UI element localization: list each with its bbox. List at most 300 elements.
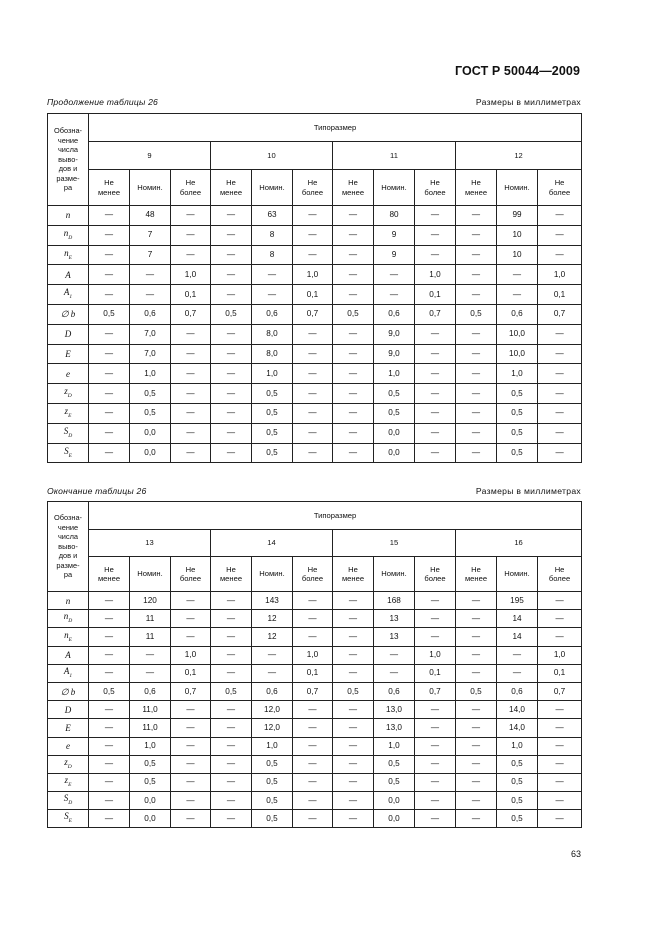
min-nom-max-header: Не более xyxy=(293,557,333,592)
table-cell: 1,0 xyxy=(293,646,333,664)
designation-header: Обозна- чение числа выво- дов и разме- ра xyxy=(48,114,89,206)
table-cell: — xyxy=(456,592,497,610)
table-cell: — xyxy=(171,610,211,628)
min-nom-max-header: Не более xyxy=(538,170,582,206)
table-cell: — xyxy=(415,628,456,646)
table-cell: 9,0 xyxy=(374,344,415,364)
min-nom-max-header: Не менее xyxy=(456,557,497,592)
table-cell: — xyxy=(211,664,252,682)
table-cell: 0,5 xyxy=(497,810,538,828)
table-cell: — xyxy=(415,610,456,628)
table-row xyxy=(48,646,582,664)
table-cell: 0,5 xyxy=(130,755,171,773)
table-cell: — xyxy=(538,245,582,265)
table-cell: — xyxy=(333,792,374,810)
table-cell: — xyxy=(538,344,582,364)
table-cell: — xyxy=(456,755,497,773)
table-cell: — xyxy=(415,792,456,810)
table-cell: — xyxy=(415,344,456,364)
min-nom-max-header: Не более xyxy=(538,557,582,592)
table-cell: 1,0 xyxy=(497,737,538,755)
table-cell: — xyxy=(333,403,374,423)
min-nom-max-header: Номин. xyxy=(374,170,415,206)
table-cell: 0,5 xyxy=(252,423,293,443)
table-cell: 0,1 xyxy=(538,285,582,305)
table-cell: 0,1 xyxy=(293,664,333,682)
table-row xyxy=(48,755,582,773)
table-cell: — xyxy=(293,403,333,423)
table-cell: 10,0 xyxy=(497,344,538,364)
size-number-header: 14 xyxy=(211,530,333,557)
table-cell: — xyxy=(89,324,130,344)
table-cell: — xyxy=(538,719,582,737)
table-row xyxy=(48,810,582,828)
table-cell: — xyxy=(89,755,130,773)
table-cell: 0,5 xyxy=(497,755,538,773)
table-cell: — xyxy=(89,610,130,628)
table-cell: — xyxy=(374,285,415,305)
table-cell: — xyxy=(538,810,582,828)
min-nom-max-header: Не менее xyxy=(333,557,374,592)
min-nom-max-header: Не менее xyxy=(89,557,130,592)
table-cell: 1,0 xyxy=(293,265,333,285)
table-cell: — xyxy=(456,403,497,423)
table-cell: — xyxy=(538,592,582,610)
table-cell: — xyxy=(538,364,582,384)
table-cell: 13,0 xyxy=(374,701,415,719)
parameter-label xyxy=(48,664,89,682)
table-cell: — xyxy=(89,265,130,285)
table-cell: 0,5 xyxy=(252,773,293,791)
min-nom-max-header: Номин. xyxy=(497,557,538,592)
parameter-subscript: D xyxy=(67,392,72,399)
table-cell: — xyxy=(333,810,374,828)
subheader-row xyxy=(48,170,582,206)
table-cell: — xyxy=(456,443,497,463)
table-cell: — xyxy=(171,737,211,755)
table-cell: 7,0 xyxy=(130,344,171,364)
table-cell: 9 xyxy=(374,245,415,265)
table-cell: — xyxy=(211,755,252,773)
table-cell: — xyxy=(333,646,374,664)
table-cell: 0,5 xyxy=(456,304,497,324)
table-cell: 0,0 xyxy=(374,792,415,810)
table-cell: 0,0 xyxy=(374,810,415,828)
table-cell: 8,0 xyxy=(252,324,293,344)
size-row xyxy=(48,142,582,170)
table-cell: 14,0 xyxy=(497,719,538,737)
table-cell: — xyxy=(374,646,415,664)
min-nom-max-header: Номин. xyxy=(252,170,293,206)
table-cell: — xyxy=(456,719,497,737)
table-row xyxy=(48,324,582,344)
table-cell: — xyxy=(497,285,538,305)
table-cell: 0,6 xyxy=(252,682,293,700)
table-row xyxy=(48,443,582,463)
parameter-label xyxy=(48,364,89,384)
size-number-header: 11 xyxy=(333,142,456,170)
table-row xyxy=(48,285,582,305)
table-cell: 7 xyxy=(130,225,171,245)
table-cell: — xyxy=(293,324,333,344)
parameter-symbol: S xyxy=(63,793,69,804)
min-nom-max-header: Номин. xyxy=(497,170,538,206)
parameter-symbol: D xyxy=(64,329,72,340)
table-cell: 0,1 xyxy=(293,285,333,305)
table-cell: — xyxy=(538,610,582,628)
table-cell: 168 xyxy=(374,592,415,610)
table-cell: — xyxy=(211,592,252,610)
size-number-header: 12 xyxy=(456,142,582,170)
table-cell: 1,0 xyxy=(171,646,211,664)
table-cell: — xyxy=(333,610,374,628)
table-cell: — xyxy=(456,628,497,646)
table-cell: — xyxy=(415,403,456,423)
parameter-symbol: z xyxy=(64,386,68,397)
parameter-label xyxy=(48,719,89,737)
table-cell: 1,0 xyxy=(252,737,293,755)
table-cell: 0,5 xyxy=(497,403,538,423)
parameter-label xyxy=(48,773,89,791)
table-cell: — xyxy=(497,664,538,682)
parameter-label xyxy=(48,225,89,245)
table-cell: — xyxy=(538,384,582,404)
table-cell: 0,6 xyxy=(252,304,293,324)
min-nom-max-header: Номин. xyxy=(130,557,171,592)
table-cell: — xyxy=(171,792,211,810)
parameter-label xyxy=(48,304,89,324)
table-cell: — xyxy=(211,324,252,344)
size-group-header: Типоразмер xyxy=(89,114,582,142)
table-cell: 143 xyxy=(252,592,293,610)
table-cell: — xyxy=(293,755,333,773)
table-cell: — xyxy=(374,265,415,285)
parameter-label xyxy=(48,610,89,628)
table-cell: — xyxy=(415,701,456,719)
table-cell: 0,5 xyxy=(374,773,415,791)
parameter-label xyxy=(48,592,89,610)
table-cell: — xyxy=(171,403,211,423)
parameter-subscript: 1 xyxy=(69,672,73,679)
table-cell: 0,5 xyxy=(374,403,415,423)
table-cell: — xyxy=(211,285,252,305)
table-cell: — xyxy=(456,344,497,364)
parameter-subscript: D xyxy=(68,234,73,241)
table-cell: — xyxy=(415,206,456,226)
table-row xyxy=(48,610,582,628)
parameter-label xyxy=(48,384,89,404)
table-cell: — xyxy=(171,206,211,226)
table-cell: — xyxy=(211,384,252,404)
table-cell: — xyxy=(293,610,333,628)
table-cell: — xyxy=(333,344,374,364)
table-cell: — xyxy=(456,265,497,285)
table-cell: — xyxy=(89,443,130,463)
table-cell: 0,5 xyxy=(497,773,538,791)
table-cell: — xyxy=(293,344,333,364)
table-cell: — xyxy=(333,664,374,682)
table-cell: — xyxy=(211,792,252,810)
table-cell: 0,5 xyxy=(252,755,293,773)
table-cell: — xyxy=(252,265,293,285)
size-number-header: 16 xyxy=(456,530,582,557)
table-cell: 0,7 xyxy=(293,682,333,700)
parameter-symbol: e xyxy=(66,741,70,752)
table-cell: — xyxy=(211,737,252,755)
table-cell: — xyxy=(415,384,456,404)
table-cell: — xyxy=(171,443,211,463)
table-cell: 9 xyxy=(374,225,415,245)
table-cell: — xyxy=(89,344,130,364)
table-cell: — xyxy=(211,701,252,719)
table-cell: — xyxy=(538,403,582,423)
parameter-subscript: 1 xyxy=(69,293,73,300)
table-cell: — xyxy=(415,225,456,245)
table-cell: — xyxy=(171,701,211,719)
table-cell: 0,0 xyxy=(374,443,415,463)
parameter-subscript: E xyxy=(68,781,72,788)
table-cell: — xyxy=(333,225,374,245)
table-cell: — xyxy=(171,364,211,384)
table-cell: 8 xyxy=(252,245,293,265)
table-cell: — xyxy=(333,628,374,646)
header-row xyxy=(48,114,582,142)
table-cell: 0,6 xyxy=(374,304,415,324)
dimensions-table-continuation xyxy=(47,113,582,463)
table-cell: — xyxy=(130,265,171,285)
table-1-units: Размеры в миллиметрах xyxy=(475,97,581,107)
table-cell: 0,5 xyxy=(252,792,293,810)
table-row xyxy=(48,403,582,423)
parameter-symbol: ∅ b xyxy=(60,686,76,697)
table-cell: 0,5 xyxy=(252,384,293,404)
table-cell: — xyxy=(293,225,333,245)
parameter-label xyxy=(48,403,89,423)
table-cell: — xyxy=(333,364,374,384)
table-cell: — xyxy=(415,773,456,791)
min-nom-max-header: Не менее xyxy=(89,170,130,206)
parameter-symbol: e xyxy=(66,368,70,379)
table-cell: — xyxy=(538,443,582,463)
parameter-symbol: n xyxy=(65,595,71,606)
parameter-symbol: n xyxy=(65,210,71,221)
table-cell: — xyxy=(89,403,130,423)
parameter-subscript: D xyxy=(68,800,73,807)
table-cell: — xyxy=(415,719,456,737)
table-cell: — xyxy=(89,285,130,305)
header-row xyxy=(48,502,582,530)
table-cell: — xyxy=(333,285,374,305)
table-cell: — xyxy=(538,225,582,245)
table-cell: — xyxy=(130,664,171,682)
table-cell: — xyxy=(456,646,497,664)
table-cell: 10,0 xyxy=(497,324,538,344)
table-cell: 0,5 xyxy=(130,773,171,791)
table-cell: 1,0 xyxy=(415,265,456,285)
table-cell: — xyxy=(171,384,211,404)
table-cell: — xyxy=(211,364,252,384)
table-cell: 0,7 xyxy=(171,682,211,700)
table-cell: — xyxy=(333,443,374,463)
table-cell: 14 xyxy=(497,628,538,646)
table-cell: — xyxy=(211,423,252,443)
table-cell: — xyxy=(89,423,130,443)
table-cell: — xyxy=(333,592,374,610)
size-number-header: 15 xyxy=(333,530,456,557)
table-cell: 0,5 xyxy=(252,443,293,463)
table-cell: — xyxy=(293,206,333,226)
table-cell: 0,5 xyxy=(497,384,538,404)
parameter-subscript: E xyxy=(68,818,72,825)
table-cell: 0,6 xyxy=(374,682,415,700)
table-cell: 14 xyxy=(497,610,538,628)
table-cell: — xyxy=(89,773,130,791)
table-cell: — xyxy=(89,719,130,737)
table-cell: 8 xyxy=(252,225,293,245)
parameter-symbol: A xyxy=(63,665,70,676)
table-row xyxy=(48,628,582,646)
table-cell: — xyxy=(415,364,456,384)
table-cell: — xyxy=(293,792,333,810)
parameter-label xyxy=(48,285,89,305)
min-nom-max-header: Номин. xyxy=(130,170,171,206)
table-cell: — xyxy=(415,324,456,344)
table-cell: — xyxy=(538,701,582,719)
table-cell: — xyxy=(293,737,333,755)
table-cell: 0,5 xyxy=(89,304,130,324)
table-cell: — xyxy=(130,646,171,664)
table-row xyxy=(48,773,582,791)
table-cell: — xyxy=(333,737,374,755)
table-cell: 1,0 xyxy=(171,265,211,285)
table-cell: 13,0 xyxy=(374,719,415,737)
designation-header: Обозна- чение числа выво- дов и разме- ра xyxy=(48,502,89,592)
table-cell: — xyxy=(333,324,374,344)
table-cell: 1,0 xyxy=(538,646,582,664)
min-nom-max-header: Не менее xyxy=(211,170,252,206)
table-row xyxy=(48,792,582,810)
table-cell: — xyxy=(211,610,252,628)
table-cell: — xyxy=(130,285,171,305)
table-cell: — xyxy=(538,755,582,773)
size-row xyxy=(48,530,582,557)
min-nom-max-header: Номин. xyxy=(252,557,293,592)
table-cell: — xyxy=(293,384,333,404)
table-cell: 12 xyxy=(252,610,293,628)
table-cell: 10 xyxy=(497,245,538,265)
table-cell: — xyxy=(456,664,497,682)
table-cell: 11,0 xyxy=(130,701,171,719)
table-cell: — xyxy=(211,810,252,828)
parameter-subscript: E xyxy=(68,254,72,261)
table-cell: — xyxy=(211,773,252,791)
table-cell: — xyxy=(415,423,456,443)
table-cell: 0,6 xyxy=(497,304,538,324)
parameter-symbol: n xyxy=(64,247,69,258)
table-cell: 0,7 xyxy=(293,304,333,324)
table-cell: — xyxy=(333,719,374,737)
table-cell: — xyxy=(252,285,293,305)
table-cell: — xyxy=(171,719,211,737)
table-cell: 12,0 xyxy=(252,719,293,737)
min-nom-max-header: Не менее xyxy=(456,170,497,206)
parameter-subscript: E xyxy=(68,412,72,419)
table-cell: — xyxy=(538,324,582,344)
table-cell: 10 xyxy=(497,225,538,245)
table-cell: 0,7 xyxy=(415,304,456,324)
table-cell: 0,6 xyxy=(497,682,538,700)
table-cell: — xyxy=(456,384,497,404)
table-row xyxy=(48,344,582,364)
table-cell: — xyxy=(252,664,293,682)
parameter-symbol: S xyxy=(64,445,69,456)
table-cell: 0,0 xyxy=(130,810,171,828)
table-row xyxy=(48,592,582,610)
parameter-label xyxy=(48,701,89,719)
table-cell: — xyxy=(211,403,252,423)
table-cell: — xyxy=(89,737,130,755)
parameter-symbol: n xyxy=(63,227,69,238)
table-cell: 0,5 xyxy=(497,443,538,463)
parameter-label xyxy=(48,810,89,828)
table-cell: 0,5 xyxy=(374,755,415,773)
table-cell: 1,0 xyxy=(497,364,538,384)
table-cell: — xyxy=(293,719,333,737)
parameter-symbol: z xyxy=(64,405,69,416)
table-cell: — xyxy=(415,245,456,265)
parameter-subscript: D xyxy=(68,618,73,625)
table-cell: — xyxy=(456,324,497,344)
table-cell: 0,0 xyxy=(130,423,171,443)
table-cell: — xyxy=(456,285,497,305)
table-cell: 80 xyxy=(374,206,415,226)
parameter-label xyxy=(48,737,89,755)
table-cell: — xyxy=(333,773,374,791)
table-cell: — xyxy=(211,628,252,646)
table-cell: — xyxy=(171,324,211,344)
table-cell: — xyxy=(456,701,497,719)
table-cell: — xyxy=(415,810,456,828)
parameter-symbol: S xyxy=(63,425,69,436)
table-cell: 1,0 xyxy=(374,364,415,384)
table-cell: — xyxy=(171,592,211,610)
table-cell: 0,1 xyxy=(171,664,211,682)
table-row xyxy=(48,245,582,265)
table-cell: — xyxy=(456,610,497,628)
table-cell: 0,6 xyxy=(130,304,171,324)
min-nom-max-header: Не более xyxy=(171,170,211,206)
size-group-header: Типоразмер xyxy=(89,502,582,530)
table-cell: 63 xyxy=(252,206,293,226)
table-cell: — xyxy=(538,737,582,755)
table-cell: 12,0 xyxy=(252,701,293,719)
parameter-label xyxy=(48,646,89,664)
table-cell: 7 xyxy=(130,245,171,265)
min-nom-max-header: Не менее xyxy=(211,557,252,592)
table-cell: — xyxy=(333,755,374,773)
table-cell: — xyxy=(293,592,333,610)
table-cell: — xyxy=(497,646,538,664)
min-nom-max-header: Не более xyxy=(171,557,211,592)
parameter-label xyxy=(48,755,89,773)
table-cell: — xyxy=(293,364,333,384)
table-cell: — xyxy=(171,245,211,265)
table-cell: 48 xyxy=(130,206,171,226)
table-cell: — xyxy=(89,664,130,682)
table-cell: — xyxy=(211,265,252,285)
table-cell: — xyxy=(89,384,130,404)
table-cell: 0,0 xyxy=(130,792,171,810)
